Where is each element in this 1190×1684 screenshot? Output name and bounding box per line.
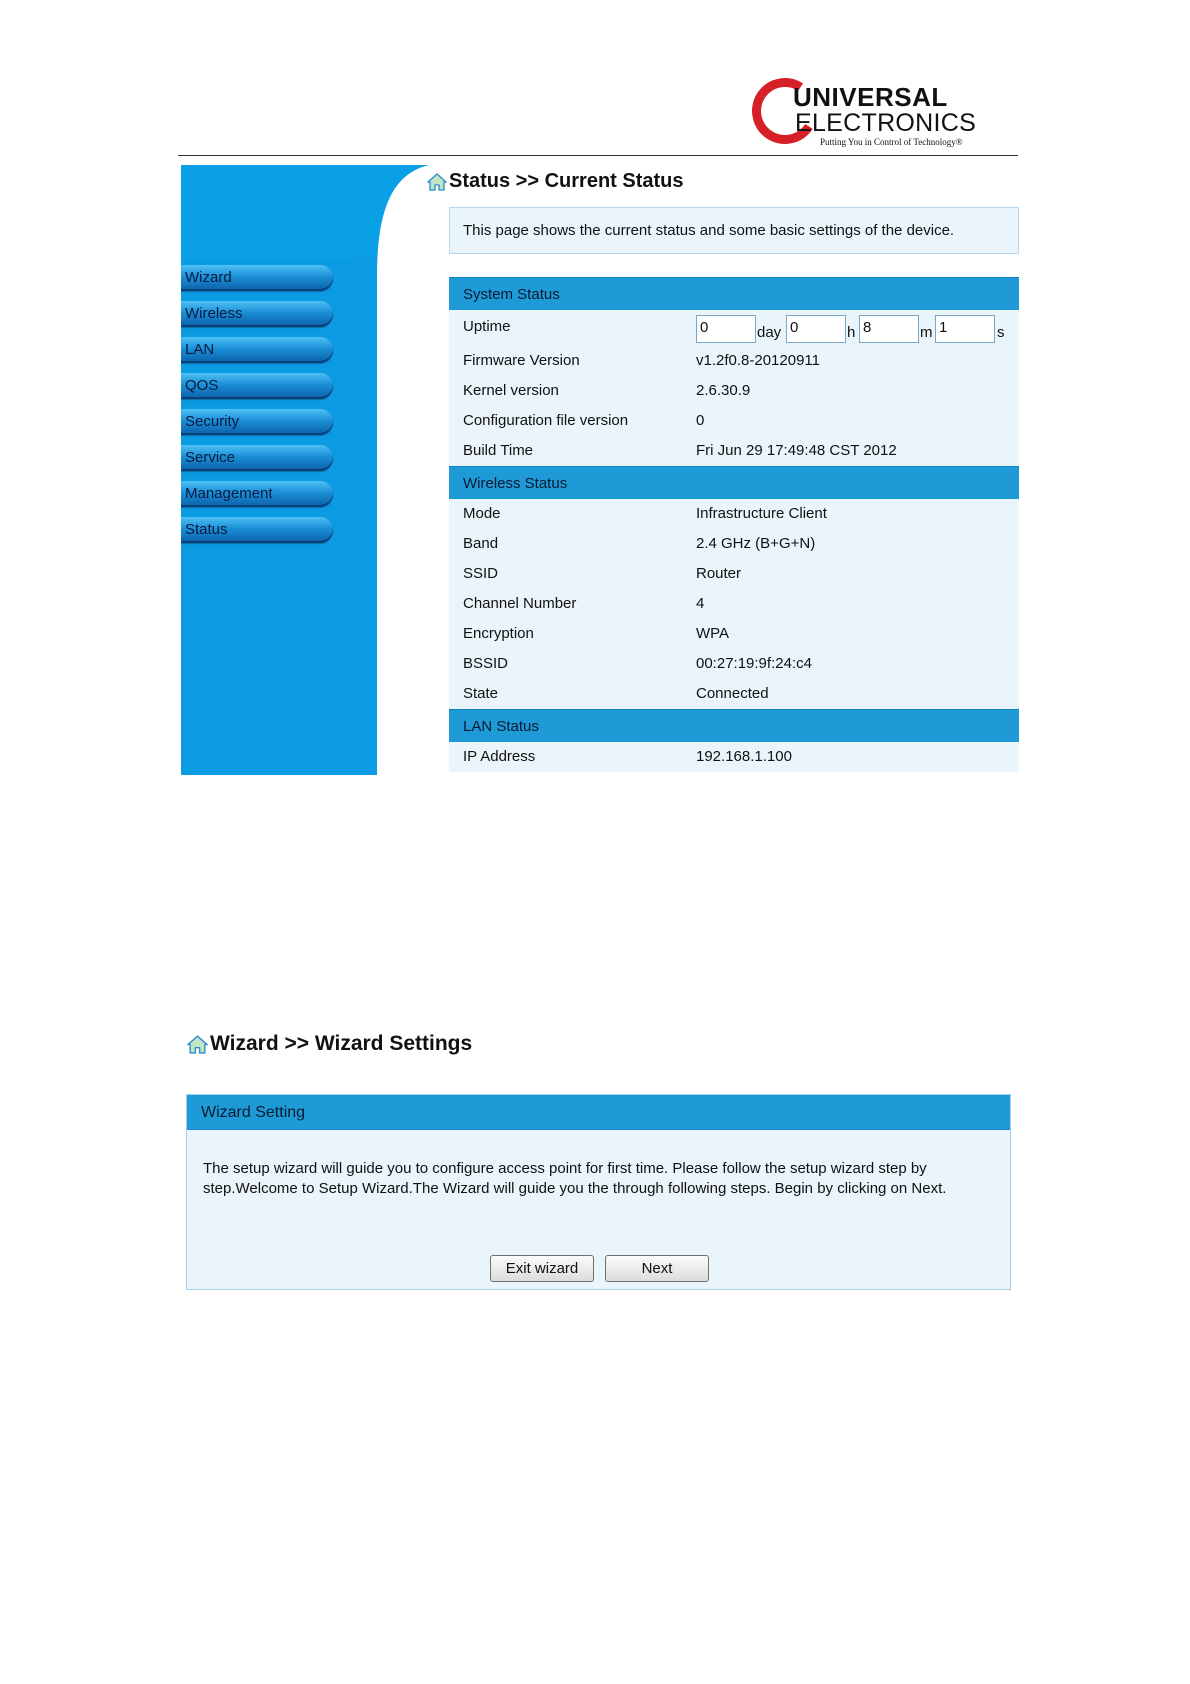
row-value: Infrastructure Client — [696, 505, 827, 522]
nav-lan[interactable] — [181, 337, 333, 363]
row-value: v1.2f0.8-20120911 — [696, 352, 820, 369]
status-table — [449, 277, 1019, 772]
row-key: Configuration file version — [463, 412, 629, 429]
row-key: Encryption — [463, 625, 534, 642]
table-row — [449, 589, 1019, 619]
next-button[interactable]: Next — [605, 1255, 709, 1282]
row-key: State — [463, 685, 499, 702]
uptime-row — [449, 310, 1019, 346]
row-value: 4 — [696, 595, 705, 612]
row-key: SSID — [463, 565, 499, 582]
nav-label: Security — [185, 413, 240, 430]
row-value: Router — [696, 565, 742, 582]
logo-line1: UNIVERSAL — [793, 82, 948, 112]
nav-qos[interactable] — [181, 373, 333, 399]
nav-service[interactable] — [181, 445, 333, 471]
table-row — [449, 649, 1019, 679]
system-status-header: System Status — [449, 277, 1019, 310]
universal-electronics-logo — [752, 78, 1034, 148]
row-key: Kernel version — [463, 382, 559, 399]
row-value: 192.168.1.100 — [696, 748, 792, 765]
home-icon — [427, 173, 447, 191]
wireless-status-header: Wireless Status — [449, 466, 1019, 499]
row-key: BSSID — [463, 655, 509, 672]
row-value: Fri Jun 29 17:49:48 CST 2012 — [696, 442, 897, 459]
row-key: Channel Number — [463, 595, 577, 612]
nav-management[interactable] — [181, 481, 333, 507]
row-value: 0 — [696, 412, 705, 429]
row-value: 2.6.30.9 — [696, 382, 751, 399]
wizard-setting-header: Wizard Setting — [187, 1095, 1010, 1130]
status-screenshot — [181, 165, 1019, 775]
table-row — [449, 436, 1019, 466]
uptime-hour-field[interactable]: 0 — [786, 315, 846, 343]
lan-status-header: LAN Status — [449, 709, 1019, 742]
nav-label: Status — [185, 521, 228, 538]
row-key: Build Time — [463, 442, 534, 459]
uptime-hour-unit: h — [847, 324, 856, 341]
table-row — [449, 679, 1019, 709]
row-value: WPA — [696, 625, 730, 642]
uptime-day-unit: day — [757, 324, 782, 341]
nav-wizard[interactable] — [181, 265, 333, 291]
nav-status[interactable] — [181, 517, 333, 543]
sidebar-edge — [355, 255, 377, 775]
sidebar-header — [181, 165, 355, 261]
exit-wizard-button[interactable]: Exit wizard — [490, 1255, 594, 1282]
nav-label: Management — [185, 485, 273, 502]
nav-label: Wireless — [185, 305, 243, 322]
logo-line2: ELECTRONICS — [795, 109, 977, 137]
table-row — [449, 499, 1019, 529]
table-row — [449, 559, 1019, 589]
table-row — [449, 529, 1019, 559]
wizard-setting-panel — [186, 1094, 1011, 1290]
row-value: Connected — [696, 685, 769, 702]
intro-box — [449, 207, 1019, 254]
wizard-page-title: Wizard >> Wizard Settings — [210, 1032, 473, 1055]
table-row — [449, 406, 1019, 436]
row-key: Mode — [463, 505, 501, 522]
nav-label: QOS — [185, 377, 219, 394]
table-row — [449, 619, 1019, 649]
nav-security[interactable] — [181, 409, 333, 435]
table-row — [449, 346, 1019, 376]
logo-tagline: Putting You in Control of Technology® — [820, 137, 963, 147]
uptime-label: Uptime — [463, 318, 511, 335]
uptime-day-field[interactable]: 0 — [696, 315, 756, 343]
nav-label: Service — [185, 449, 236, 466]
row-key: Band — [463, 535, 499, 552]
row-value: 00:27:19:9f:24:c4 — [696, 655, 812, 672]
uptime-minute-unit: m — [920, 324, 933, 341]
row-value: 2.4 GHz (B+G+N) — [696, 535, 816, 552]
page-title: Status >> Current Status — [449, 170, 684, 192]
wizard-description: The setup wizard will guide you to configure access point for first time. Please follow the setup wizard step by step.Welcome to Setup Wizard.The Wizard will guide you the through following steps. Begin by clicking on Next. — [203, 1160, 947, 1197]
table-row — [449, 742, 1019, 772]
nav-label: Wizard — [185, 269, 232, 286]
uptime-second-field[interactable]: 1 — [935, 315, 995, 343]
home-icon — [187, 1035, 208, 1054]
row-key: Firmware Version — [463, 352, 580, 369]
table-row — [449, 376, 1019, 406]
nav-wireless[interactable] — [181, 301, 333, 327]
nav-label: LAN — [185, 341, 215, 358]
uptime-second-unit: s — [997, 324, 1005, 341]
intro-text: This page shows the current status and some basic settings of the device. — [463, 222, 955, 239]
header-divider — [178, 155, 1018, 156]
row-key: IP Address — [463, 748, 536, 765]
uptime-minute-field[interactable]: 8 — [859, 315, 919, 343]
